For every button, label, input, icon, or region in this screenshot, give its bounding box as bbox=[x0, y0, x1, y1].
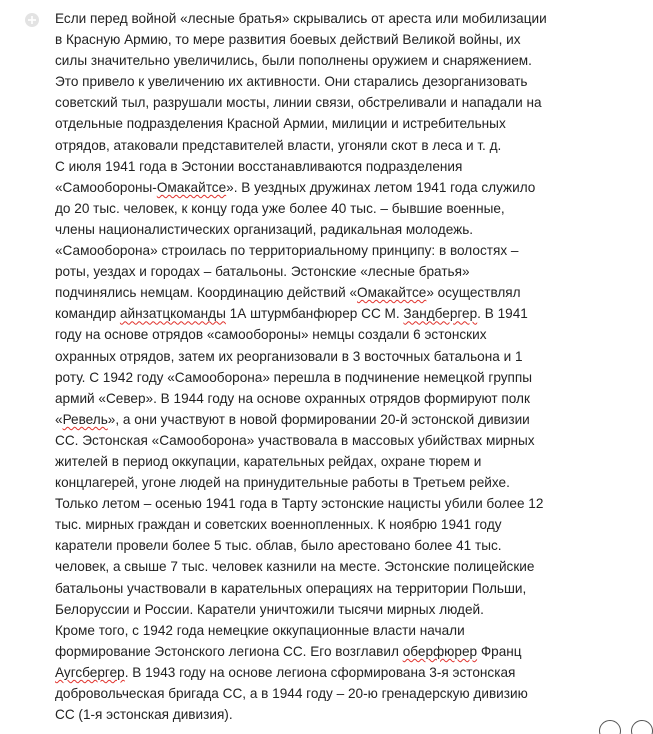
text-segment: « bbox=[55, 411, 63, 427]
text-segment: каратели провели более 5 тыс. облав, было арестовано более 41 тыс. bbox=[55, 538, 502, 554]
text-segment: отрядов, атаковали представителей власти, угоняли скот в леса и т. д. bbox=[55, 137, 502, 153]
plus-icon bbox=[28, 16, 36, 24]
text-line bbox=[55, 219, 647, 240]
text-line bbox=[55, 324, 647, 345]
corner-icons bbox=[599, 720, 653, 734]
text-line bbox=[55, 303, 647, 324]
text-segment: Только летом – осенью 1941 года в Тарту эстонские нацисты убили более 12 bbox=[55, 496, 544, 512]
text-line bbox=[55, 535, 647, 556]
text-line bbox=[55, 662, 647, 683]
text-segment: Это привело к увеличению их активности. Они старались дезорганизовать bbox=[55, 74, 528, 90]
text-segment: отдельные подразделения Красной Армии, милиции и истребительных bbox=[55, 116, 506, 132]
text-editor[interactable] bbox=[55, 8, 647, 725]
text-line bbox=[55, 198, 647, 219]
text-line bbox=[55, 282, 647, 303]
text-segment: батальоны участвовали в карательных операциях на территории Польши, bbox=[55, 580, 527, 596]
text-segment: году на основе отрядов «самообороны» немцы создали 6 эстонских bbox=[55, 327, 487, 343]
text-segment: ». В уездных дружинах летом 1941 года служило bbox=[226, 179, 536, 195]
text-segment: С июля 1941 года в Эстонии восстанавливаются подразделения bbox=[55, 158, 463, 174]
text-line bbox=[55, 641, 647, 662]
text-line bbox=[55, 704, 647, 725]
text-segment: жителей в период оккупации, карательных рейдах, охране тюрем и bbox=[55, 453, 482, 469]
text-segment: человек, а свыше 7 тыс. человек казнили на месте. Эстонские полицейские bbox=[55, 559, 535, 575]
text-segment: », а они участвуют в новой формировании 20-й эстонской дивизии bbox=[107, 411, 530, 427]
misspelled-word[interactable]: айнзатцкоманды bbox=[119, 306, 226, 322]
text-segment: армий «Север». В 1944 году на основе охранных отрядов формируют полк bbox=[55, 390, 530, 406]
text-segment: концлагерей, угоне людей на принудительные работы в Третьем рейхе. bbox=[55, 475, 510, 491]
text-segment: советский тыл, разрушали мосты, линии связи, обстреливали и нападали на bbox=[55, 95, 542, 111]
text-line bbox=[55, 556, 647, 577]
text-segment: роты, уездах и городах – батальоны. Эстонские «лесные братья» bbox=[55, 264, 470, 280]
text-line bbox=[55, 514, 647, 535]
text-segment: в Красную Армию, то мере развития боевых действий Великой войны, их bbox=[55, 32, 521, 48]
text-line bbox=[55, 346, 647, 367]
text-segment: СС. Эстонская «Самооборона» участвовала в массовых убийствах мирных bbox=[55, 432, 535, 448]
text-line bbox=[55, 8, 647, 29]
text-line bbox=[55, 472, 647, 493]
text-segment: «Самооборона» строилась по территориальному принципу: в волостях – bbox=[55, 243, 519, 259]
text-segment: «Самообороны- bbox=[55, 179, 157, 195]
text-line bbox=[55, 367, 647, 388]
text-line bbox=[55, 50, 647, 71]
text-line bbox=[55, 409, 647, 430]
text-line bbox=[55, 493, 647, 514]
text-segment: Белоруссии и России. Каратели уничтожили тысячи мирных людей. bbox=[55, 601, 484, 617]
misspelled-word[interactable]: Аугсбергер bbox=[55, 664, 125, 680]
text-segment: Франц bbox=[477, 643, 522, 659]
text-segment: тыс. мирных граждан и советских военнопленных. К ноябрю 1941 году bbox=[55, 517, 502, 533]
text-segment: добровольческая бригада СС, а в 1944 году – 20-ю гренадерскую дивизию bbox=[55, 686, 528, 701]
text-segment: » осуществлял bbox=[426, 285, 521, 301]
text-line bbox=[55, 29, 647, 50]
text-line bbox=[55, 430, 647, 451]
text-line bbox=[55, 135, 647, 156]
text-segment: Кроме того, с 1942 года немецкие оккупационные власти начали bbox=[55, 622, 465, 638]
text-line bbox=[55, 113, 647, 134]
misspelled-word[interactable]: Омакайтсе bbox=[156, 179, 227, 195]
help-icon[interactable] bbox=[599, 720, 621, 734]
text-segment: роту. С 1942 году «Самооборона» перешла в подчинение немецкой группы bbox=[55, 369, 533, 385]
text-segment: Если перед войной «лесные братья» скрывались от ареста или мобилизации bbox=[55, 11, 547, 26]
text-segment: 1А штурмбанфюрер СС М. bbox=[225, 306, 404, 322]
text-segment: до 20 тыс. человек, к концу года уже более 40 тыс. – бывшие военные, bbox=[55, 200, 505, 216]
text-line bbox=[55, 578, 647, 599]
text-line bbox=[55, 261, 647, 282]
text-segment: силы значительно увеличились, были пополнены оружием и снаряжением. bbox=[55, 53, 532, 69]
text-line bbox=[55, 388, 647, 409]
text-segment: члены националистических организаций, радикальная молодежь. bbox=[55, 221, 474, 237]
chat-icon[interactable] bbox=[631, 720, 653, 734]
misspelled-word[interactable]: оберфюрер bbox=[402, 643, 478, 659]
add-block-button[interactable] bbox=[25, 13, 39, 27]
text-line bbox=[55, 451, 647, 472]
text-line bbox=[55, 156, 647, 177]
text-line bbox=[55, 683, 647, 704]
text-segment: командир bbox=[55, 306, 120, 322]
text-segment: подчинялись немцам. Координацию действий « bbox=[55, 285, 358, 301]
misspelled-word[interactable]: Ревель bbox=[62, 411, 108, 427]
text-segment: СС (1-я эстонская дивизия). bbox=[55, 707, 233, 723]
misspelled-word[interactable]: Омакайтсе bbox=[357, 285, 427, 301]
text-segment: . В 1941 bbox=[477, 306, 528, 322]
text-line bbox=[55, 620, 647, 641]
text-segment: формирование Эстонского легиона СС. Его возглавил bbox=[55, 643, 403, 659]
text-line bbox=[55, 177, 647, 198]
text-line bbox=[55, 71, 647, 92]
text-line bbox=[55, 92, 647, 113]
text-segment: охранных отрядов, затем их реорганизовали в 3 восточных батальона и 1 bbox=[55, 348, 523, 364]
misspelled-word[interactable]: Зандбергер bbox=[403, 306, 478, 322]
text-segment: . В 1943 году на основе легиона сформирована 3-я эстонская bbox=[124, 664, 516, 680]
text-line bbox=[55, 599, 647, 620]
text-line bbox=[55, 240, 647, 261]
